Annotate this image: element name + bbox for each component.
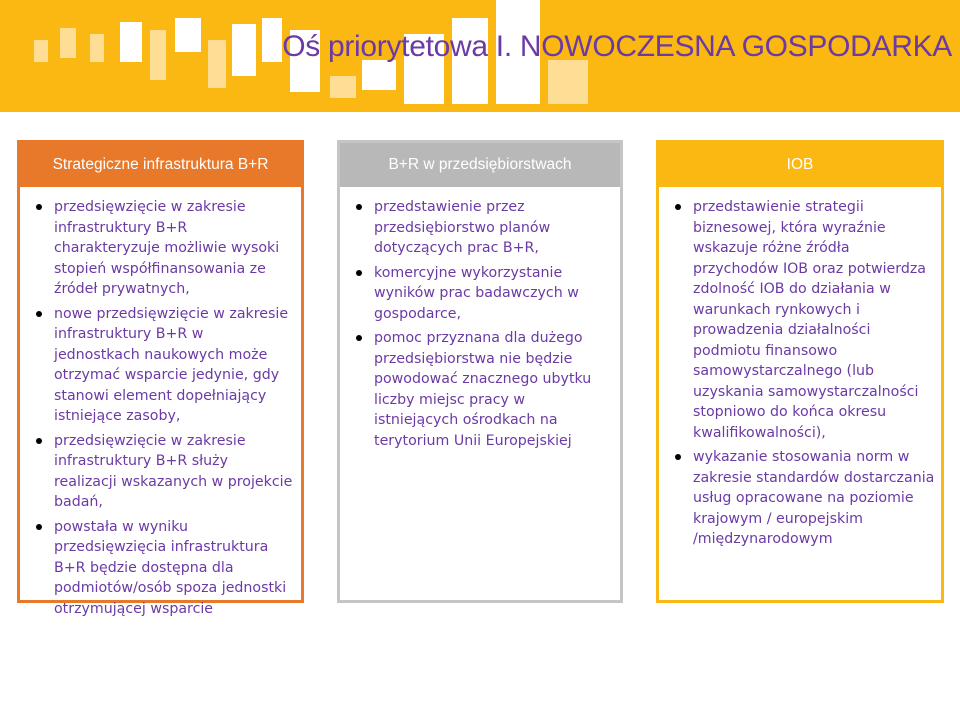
list-item: przedsięwzięcie w zakresie infrastruktury B+R służy realizacji wskazanych w projekcie badań, bbox=[32, 431, 293, 513]
decorative-block bbox=[548, 60, 588, 104]
list-item: komercyjne wykorzystanie wyników prac badawczych w gospodarce, bbox=[352, 263, 612, 325]
decorative-block bbox=[232, 24, 256, 76]
list-item: pomoc przyznana dla dużego przedsiębiorstwa nie będzie powodować znacznego ubytku liczby miejsc pracy w istniejących ośrodkach na terytorium Unii Europejskiej bbox=[352, 328, 612, 451]
list-item: przedsięwzięcie w zakresie infrastruktury B+R charakteryzuje możliwie wysoki stopień współfinansowania ze źródeł prywatnych, bbox=[32, 197, 293, 300]
column-body bbox=[20, 187, 301, 619]
decorative-block bbox=[208, 40, 226, 88]
header-banner bbox=[0, 0, 960, 112]
column-heading: B+R w przedsiębiorstwach bbox=[340, 143, 620, 187]
criteria-list bbox=[352, 197, 612, 451]
decorative-block bbox=[34, 40, 48, 62]
list-item: wykazanie stosowania norm w zakresie standardów dostarczania usług opracowane na poziomie krajowym / europejskim /międzynarodowym bbox=[671, 447, 937, 550]
decorative-block bbox=[262, 18, 282, 62]
decorative-block bbox=[60, 28, 76, 58]
column-rd-in-enterprises bbox=[337, 140, 623, 603]
decorative-block bbox=[330, 76, 356, 98]
list-item: przedstawienie strategii biznesowej, która wyraźnie wskazuje różne źródła przychodów IOB oraz potwierdza zdolność IOB do działania w warunkach rynkowych i prowadzenia działalności podmiotu finansowo samowystarczalnego (lub uzyskania samowystarczalności stopniowo do końca okresu kwalifikowalności), bbox=[671, 197, 937, 443]
list-item: powstała w wyniku przedsięwzięcia infrastruktura B+R będzie dostępna dla podmiotów/osób spoza jednostki otrzymującej wsparcie bbox=[32, 517, 293, 620]
column-heading: Strategiczne infrastruktura B+R bbox=[20, 143, 301, 187]
criteria-list bbox=[32, 197, 293, 619]
column-strategic-infrastructure bbox=[17, 140, 304, 617]
decorative-block bbox=[120, 22, 142, 62]
decorative-block bbox=[362, 60, 396, 90]
slide-title: Oś priorytetowa I. NOWOCZESNA GOSPODARKA bbox=[282, 30, 952, 63]
column-body bbox=[340, 187, 620, 451]
column-body bbox=[659, 187, 941, 550]
column-heading: IOB bbox=[659, 143, 941, 187]
list-item: przedstawienie przez przedsiębiorstwo planów dotyczących prac B+R, bbox=[352, 197, 612, 259]
decorative-block bbox=[175, 18, 201, 52]
criteria-list bbox=[671, 197, 937, 550]
decorative-block bbox=[90, 34, 104, 62]
list-item: nowe przedsięwzięcie w zakresie infrastruktury B+R w jednostkach naukowych może otrzymać wsparcie jedynie, gdy stanowi element dopełniający istniejące zasoby, bbox=[32, 304, 293, 427]
decorative-block bbox=[150, 30, 166, 80]
column-iob bbox=[656, 140, 944, 603]
